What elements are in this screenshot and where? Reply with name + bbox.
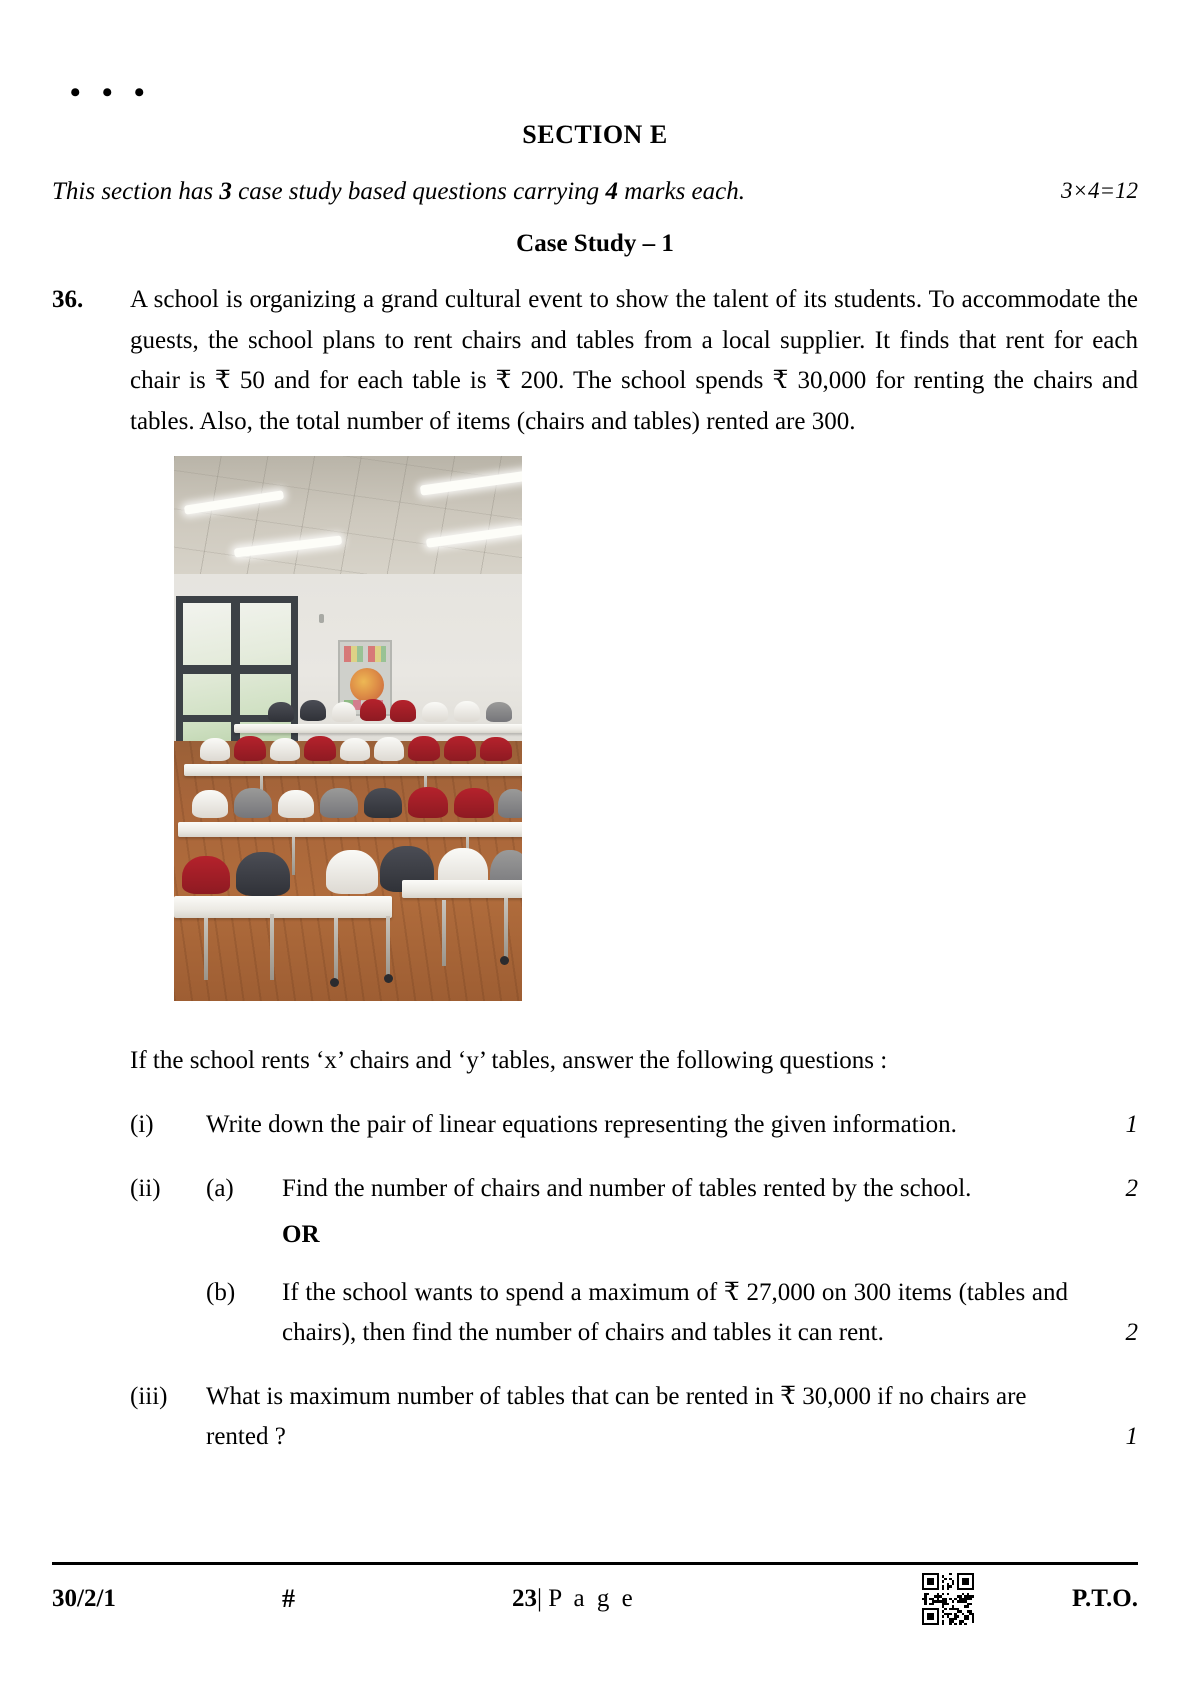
section-title: SECTION E xyxy=(522,120,668,149)
question-36 xyxy=(52,280,1138,442)
sub-question-letter: (a) xyxy=(206,1175,234,1202)
question-image-wrap xyxy=(52,456,1138,1001)
section-instruction xyxy=(52,178,1138,206)
poster-top-band xyxy=(344,646,386,662)
sub-question-marks: 1 xyxy=(1125,1423,1138,1450)
question-lead-in: If the school rents ‘x’ chairs and ‘y’ tables, answer the following questions : xyxy=(130,1047,888,1074)
instruction-count: 3 xyxy=(219,178,232,205)
sub-question-iii xyxy=(52,1377,1138,1457)
photo-wall-fixture xyxy=(319,614,324,623)
sub-question-ii-a xyxy=(52,1169,1138,1209)
photo-window xyxy=(176,596,298,758)
page-indicator xyxy=(512,1585,888,1613)
section-total-marks: 3×4=12 xyxy=(1060,178,1138,203)
sub-question-roman: (iii) xyxy=(130,1383,168,1410)
pto-label: P.T.O. xyxy=(1072,1585,1138,1612)
sub-question-marks: 2 xyxy=(1125,1319,1138,1346)
question-paragraph xyxy=(130,280,1138,442)
classroom-photo xyxy=(174,456,522,1001)
instruction-marks-each: 4 xyxy=(605,178,618,205)
or-label: OR xyxy=(282,1221,320,1248)
photo-ceiling-tiles xyxy=(174,456,522,586)
sub-question-i xyxy=(52,1105,1138,1145)
poster-graphic xyxy=(350,668,384,702)
sub-question-ii-b xyxy=(52,1273,1138,1353)
case-study-title: Case Study – 1 xyxy=(516,230,674,257)
sub-question-marks: 2 xyxy=(1125,1175,1138,1202)
sub-question-roman xyxy=(130,1273,206,1353)
sub-question-text: Write down the pair of linear equations representing the given information. xyxy=(206,1111,957,1138)
sub-question-text: Find the number of chairs and number of tables rented by the school. xyxy=(282,1175,972,1202)
instruction-suffix: marks each. xyxy=(617,178,745,205)
page-continuation-dots: • • • xyxy=(70,76,152,109)
sub-question-marks: 1 xyxy=(1125,1111,1138,1138)
sub-question-letter: (b) xyxy=(206,1279,236,1306)
footer-divider xyxy=(52,1562,1138,1565)
sub-question-text: What is maximum number of tables that can be rented in ₹ 30,000 if no chairs are rented ? xyxy=(206,1383,1027,1450)
footer-hash: # xyxy=(282,1584,295,1613)
sub-question-roman: (i) xyxy=(130,1111,154,1138)
instruction-prefix: This section has xyxy=(52,178,220,205)
sub-question-roman: (ii) xyxy=(130,1175,161,1202)
paper-code: 30/2/1 xyxy=(52,1585,116,1612)
question-paragraph-text: A school is organizing a grand cultural event to show the talent of its students. To accommodate the guests, the school plans to rent chairs and tables from a local supplier. It finds that rent for each chair is ₹ 50 and for each table is ₹ 200. The school spends ₹ 30,000 for renting the chairs and tables. Also, the total number of items (chairs and tables) rented are 300. xyxy=(130,286,1138,435)
page-separator: | xyxy=(537,1585,543,1612)
instruction-middle: case study based questions carrying xyxy=(231,178,606,205)
sub-question-text: If the school wants to spend a maximum of ₹ 27,000 on 300 items (tables and chairs), then find the number of chairs and tables it can rent. xyxy=(282,1279,1068,1346)
qr-code-icon xyxy=(922,1573,974,1625)
question-number: 36. xyxy=(52,286,84,313)
photo-ceiling xyxy=(174,456,522,586)
page-footer xyxy=(52,1573,1138,1625)
qr-code-wrap xyxy=(888,1573,1008,1625)
page-number: 23 xyxy=(512,1585,537,1612)
page-word: P a g e xyxy=(548,1585,636,1612)
